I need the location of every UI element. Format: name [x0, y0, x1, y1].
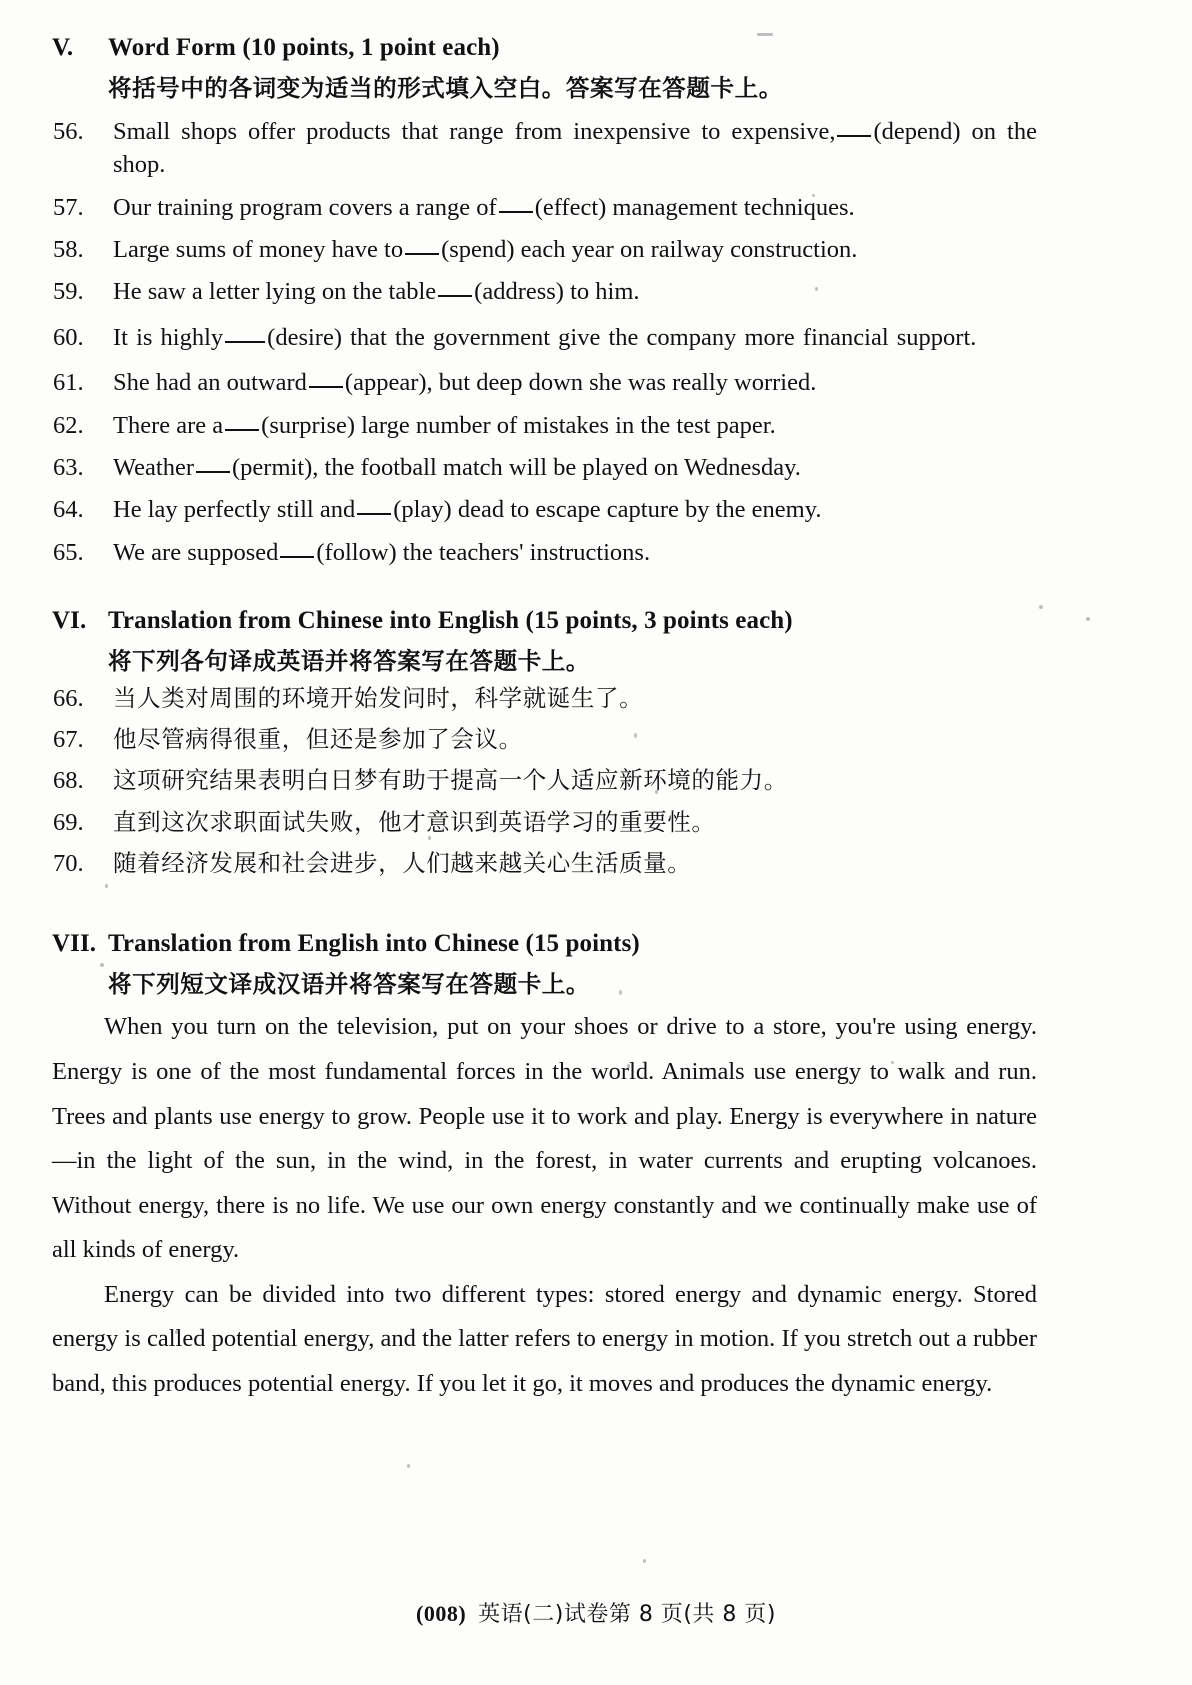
question-text-after: (depend) on the shop.	[113, 118, 1037, 179]
section-vii-subtitle: 将下列短文译成汉语并将答案写在答题卡上。	[108, 970, 590, 999]
answer-blank[interactable]	[280, 556, 314, 558]
question-text	[113, 115, 1037, 182]
question-text	[113, 318, 1037, 358]
section-v-title: Word Form (10 points, 1 point each)	[108, 34, 500, 61]
question-text	[113, 409, 1037, 442]
question-number: 68.	[53, 767, 84, 795]
question-text-before: Weather	[113, 453, 195, 481]
question-item	[52, 723, 1037, 756]
question-number: 63.	[53, 453, 84, 481]
question-text	[113, 451, 1037, 484]
question-text-before: She had an outward	[113, 369, 307, 397]
question-text: 当人类对周围的环境开始发问时，科学就诞生了。	[113, 683, 644, 712]
question-text-before: He saw a letter lying on the table	[113, 278, 437, 306]
question-number: 69.	[53, 808, 84, 836]
question-text	[113, 366, 1037, 399]
paper-code: (008)	[416, 1601, 467, 1626]
english-passage	[52, 1005, 1037, 1406]
section-vi-heading	[52, 607, 1037, 635]
question-text-before: Large sums of money have to	[113, 235, 404, 263]
question-text	[113, 233, 1037, 266]
question-item	[52, 536, 1037, 569]
question-number: 58.	[53, 235, 84, 263]
page-content	[52, 34, 1037, 1407]
question-item	[52, 451, 1037, 484]
question-item	[52, 764, 1037, 797]
footer-page-label: 英语(二)试卷第 8 页(共 8 页)	[478, 1602, 776, 1627]
question-text-after: (desire) that the government give the company more financial support.	[267, 323, 977, 351]
question-text-after: (appear), but deep down she was really worried.	[344, 369, 817, 397]
question-text-before: There are a	[113, 411, 224, 439]
section-vi-title: Translation from Chinese into English (15 points, 3 points each)	[108, 606, 793, 634]
section-vi-number: VI.	[52, 606, 87, 634]
question-item	[52, 682, 1037, 715]
question-item	[52, 847, 1037, 880]
question-text: 直到这次求职面试失败，他才意识到英语学习的重要性。	[113, 807, 716, 836]
question-text: 随着经济发展和社会进步，人们越来越关心生活质量。	[113, 849, 692, 878]
question-text	[113, 275, 1037, 308]
section-vii-title: Translation from English into Chinese (15 points)	[108, 930, 640, 958]
question-number: 59.	[53, 278, 84, 306]
question-text-after: (play) dead to escape capture by the enemy.	[393, 496, 822, 524]
section-word-form	[52, 34, 1037, 569]
question-text-before: Small shops offer products that range from inexpensive to expensive,	[113, 118, 836, 145]
answer-blank[interactable]	[357, 513, 391, 515]
question-number: 57.	[53, 193, 84, 221]
question-text-after: (address) to him.	[474, 278, 640, 306]
question-item	[52, 409, 1037, 442]
question-text: 这项研究结果表明白日梦有助于提高一个人适应新环境的能力。	[113, 766, 788, 795]
question-number: 62.	[53, 411, 84, 439]
section-translation-en-cn	[52, 930, 1037, 1406]
answer-blank[interactable]	[837, 135, 871, 137]
passage-paragraph-1: When you turn on the television, put on your shoes or drive to a store, you're using energy. Energy is one of the most fundamental forces in the world. Animals use energy to walk and run. Trees and plants use energy to grow. People use it to work and play. Energy is everywhere in nature—in the light of the sun, in the wind, in the forest, in water currents and erupting volcanoes. Without energy, there is no life. We use our own energy constantly and we continually make use of all kinds of energy.	[52, 1013, 1037, 1264]
section-vi-subtitle: 将下列各句译成英语并将答案写在答题卡上。	[108, 646, 590, 675]
scan-speck	[1086, 617, 1090, 621]
question-number: 60.	[53, 323, 84, 351]
section-vii-number: VII.	[52, 930, 97, 958]
passage-paragraph-2: Energy can be divided into two different types: stored energy and dynamic energy. Stored energy is called potential energy, and the latter refers to energy in motion. If you stretch out a rubber band, this produces potential energy. If you let it go, it moves and produces the dynamic energy.	[52, 1280, 1037, 1397]
answer-blank[interactable]	[438, 295, 472, 297]
question-number: 65.	[53, 538, 84, 566]
answer-blank[interactable]	[196, 471, 230, 473]
question-text-before: We are supposed	[113, 538, 279, 566]
question-text-before: He lay perfectly still and	[113, 496, 356, 524]
question-number: 67.	[53, 726, 84, 754]
question-text-after: (surprise) large number of mistakes in the test paper.	[261, 411, 776, 439]
question-number: 66.	[53, 684, 84, 712]
question-item	[52, 233, 1037, 266]
question-text-before: Our training program covers a range of	[113, 193, 497, 221]
question-item	[52, 191, 1037, 224]
question-text-after: (effect) management techniques.	[534, 193, 855, 221]
section-v-heading	[52, 34, 1037, 62]
question-text-after: (permit), the football match will be played on Wednesday.	[232, 453, 801, 481]
question-item	[52, 493, 1037, 526]
section-vii-heading	[52, 930, 1037, 958]
scan-speck	[643, 1559, 646, 1563]
answer-blank[interactable]	[225, 429, 259, 431]
scan-speck	[1039, 605, 1043, 609]
question-text	[113, 191, 1037, 224]
question-text-after: (spend) each year on railway construction.	[441, 235, 858, 263]
answer-blank[interactable]	[499, 211, 533, 213]
section-translation-cn-en	[52, 607, 1037, 881]
question-number: 64.	[53, 496, 84, 524]
question-text-after: (follow) the teachers' instructions.	[316, 538, 651, 566]
answer-blank[interactable]	[225, 341, 265, 343]
question-item	[52, 115, 1037, 182]
question-number: 70.	[53, 850, 84, 878]
answer-blank[interactable]	[309, 386, 343, 388]
section-v-subtitle: 将括号中的各词变为适当的形式填入空白。答案写在答题卡上。	[108, 74, 783, 102]
section-v-number: V.	[52, 34, 74, 61]
question-text	[113, 536, 1037, 569]
question-item	[52, 806, 1037, 839]
question-item	[52, 318, 1037, 358]
question-text-before: It is highly	[113, 323, 224, 351]
question-number: 56.	[53, 118, 84, 145]
scan-speck	[407, 1464, 410, 1468]
answer-blank[interactable]	[405, 253, 439, 255]
question-item	[52, 275, 1037, 308]
question-text: 他尽管病得很重，但还是参加了会议。	[113, 725, 523, 754]
question-number: 61.	[53, 369, 84, 397]
question-item	[52, 366, 1037, 399]
page-footer	[0, 1597, 1192, 1628]
question-text	[113, 493, 1037, 526]
